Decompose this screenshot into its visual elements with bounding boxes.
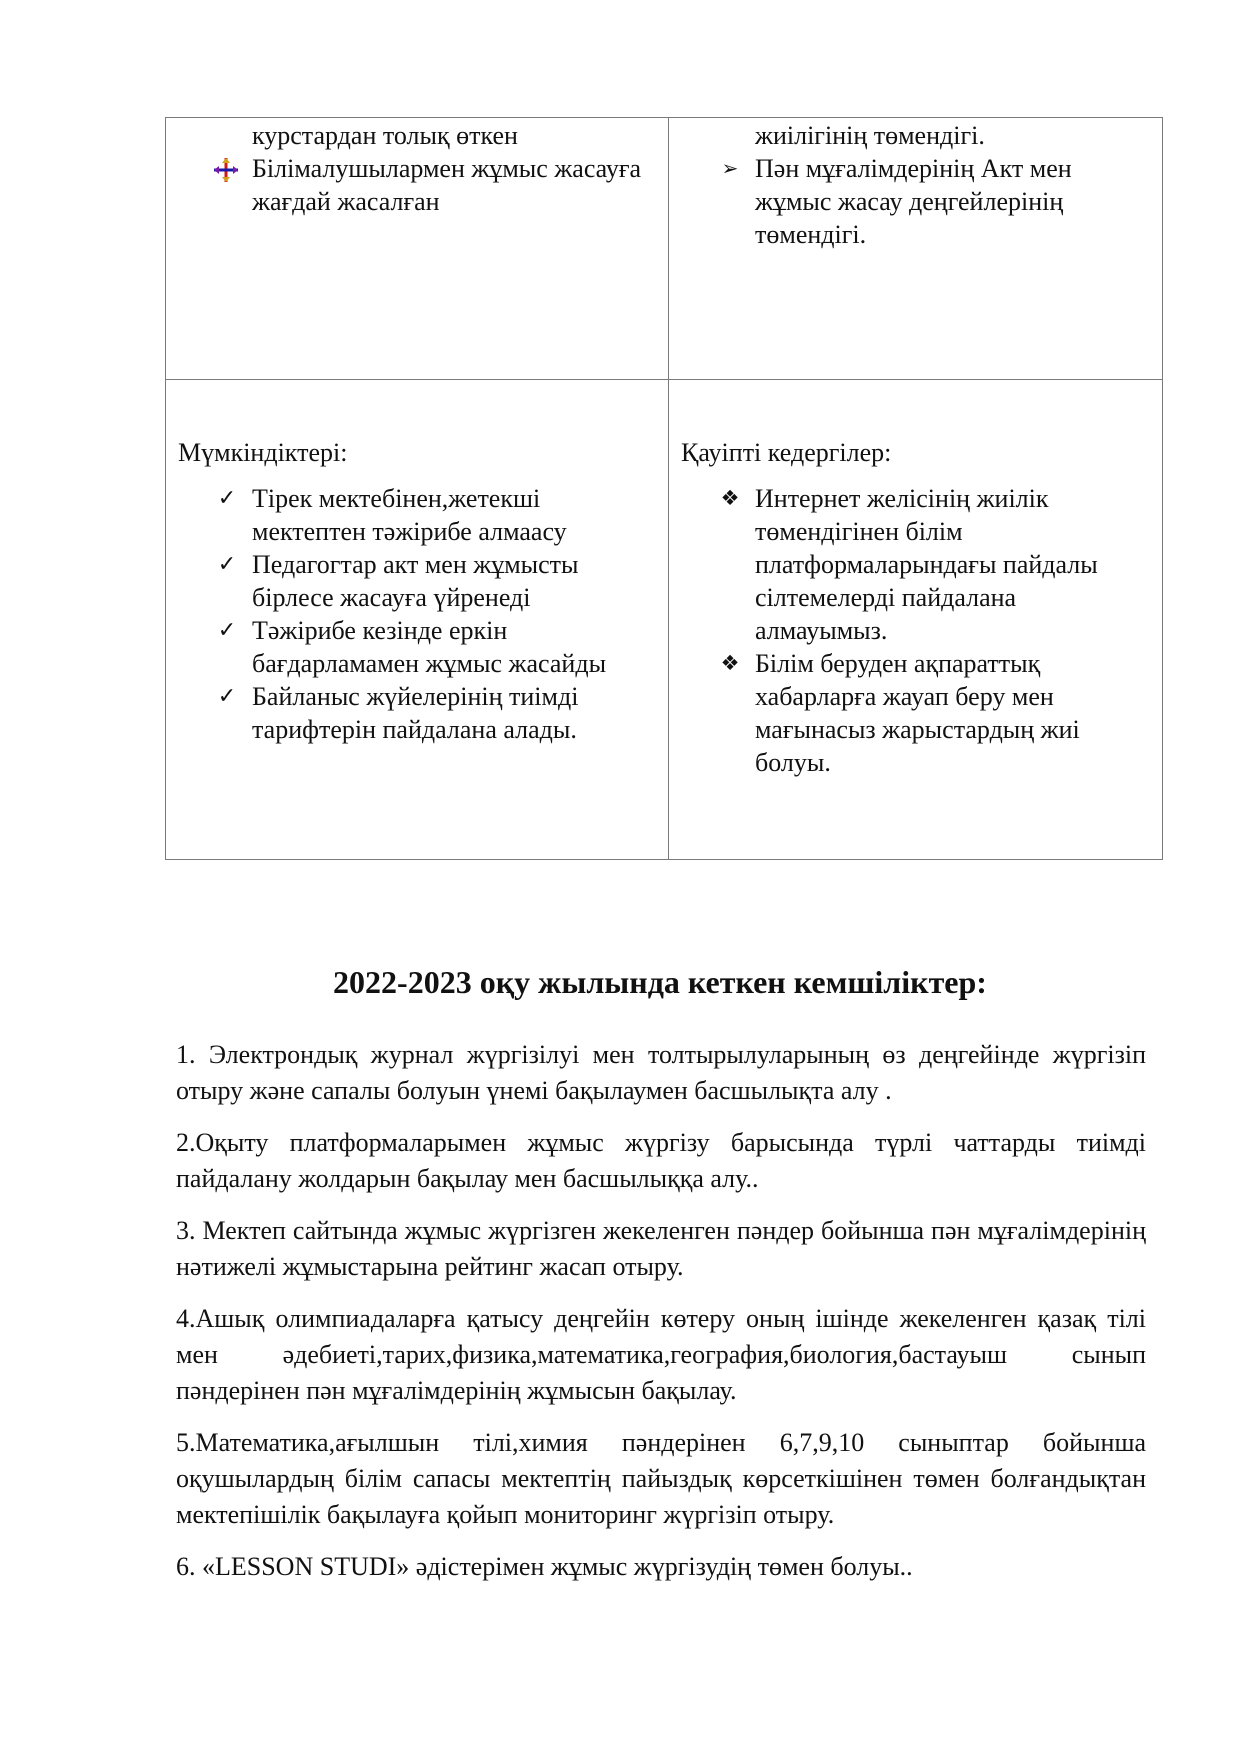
opportunities-list — [166, 482, 668, 746]
arrow-icon: ➢ — [721, 156, 739, 180]
move-icon — [214, 158, 238, 182]
paragraph: 1. Электрондық журнал жүргізілуі мен толтырылуларының өз деңгейінде жүргізіп отыру және сапалы болуын үнемі бақылаумен басшылықта алу . — [176, 1040, 1146, 1105]
list-item — [166, 614, 668, 680]
section-title: 2022-2023 оқу жылында кеткен кемшіліктер: — [333, 964, 987, 1000]
list-item — [669, 647, 1162, 779]
list-item-text: Интернет желісінің жиілік төмендігінен білім платформаларындағы пайдалы сілтемелерді пайдалана алмауымыз. — [755, 484, 1098, 645]
list-item — [166, 548, 668, 614]
swot-row-top — [166, 118, 1163, 380]
paragraph: 3. Мектеп сайтында жұмыс жүргізген жекеленген пәндер бойынша пән мұғалімдерінің нәтижелі жұмыстарына рейтинг жасап отыру. — [176, 1216, 1146, 1281]
list-item — [166, 119, 668, 152]
opportunities-cell — [166, 380, 669, 860]
threats-heading: Қауіпті кедергілер: — [681, 438, 892, 467]
checkmark-icon: ✓ — [217, 552, 237, 577]
list-item-text: Педагогтар акт мен жұмысты бірлесе жасауға үйренеді — [252, 550, 579, 612]
strengths-cell — [166, 118, 669, 380]
list-item — [166, 152, 668, 218]
paragraph: 2.Оқыту платформаларымен жұмыс жүргізу барысында түрлі чаттарды тиімді пайдалану жолдарын бақылау мен басшылыққа алу.. — [176, 1128, 1146, 1193]
list-item — [669, 482, 1162, 647]
checkmark-icon: ✓ — [217, 618, 237, 643]
list-item-text: Тәжірибе кезінде еркін бағдарламамен жұмыс жасайды — [252, 616, 607, 678]
checkmark-icon: ✓ — [217, 486, 237, 511]
paragraph: 5.Математика,ағылшын тілі,химия пәндерінен 6,7,9,10 сыныптар бойынша оқушылардың білім сапасы мектептің пайыздық көрсеткішінен төмен болғандықтан мектепішілік бақылауға қойып мониторинг жүргізіп отыру. — [176, 1428, 1146, 1529]
list-item-text: Білімалушылармен жұмыс жасауға жағдай жасалған — [252, 154, 642, 216]
paragraph: 6. «LESSON STUDI» әдістерімен жұмыс жүргізудің төмен болуы.. — [176, 1552, 913, 1581]
checkmark-icon: ✓ — [217, 684, 237, 709]
swot-row-bottom — [166, 380, 1163, 860]
paragraph: 4.Ашық олимпиадаларға қатысу деңгейін көтеру оның ішінде жекеленген қазақ тілі мен әдебиеті,тарих,физика,математика,география,биология,бастауыш сынып пәндерінен пән мұғалімдерінің жұмысын бақылау. — [176, 1304, 1146, 1405]
diamond-bullet-icon: ❖ — [720, 486, 740, 510]
list-item-text: Білім беруден ақпараттық хабарларға жауап беру мен мағынасыз жарыстардың жиі болуы. — [755, 649, 1080, 777]
threats-list — [669, 482, 1162, 779]
list-item — [669, 119, 1162, 152]
list-item — [166, 482, 668, 548]
list-item — [669, 152, 1162, 251]
swot-table — [165, 117, 1163, 860]
weaknesses-cell — [669, 118, 1163, 380]
opportunities-heading: Мүмкіндіктері: — [178, 438, 348, 467]
list-item-text: Байланыс жүйелерінің тиімді тарифтерін пайдалана алады. — [252, 682, 579, 744]
list-item-text: жиілігінің төмендігі. — [755, 121, 985, 150]
threats-cell — [669, 380, 1163, 860]
diamond-bullet-icon: ❖ — [720, 651, 740, 675]
list-item-text: Тірек мектебінен,жетекші мектептен тәжірибе алмаасу — [252, 484, 567, 546]
list-item — [166, 680, 668, 746]
strengths-list — [166, 119, 668, 218]
shortcomings-list — [176, 1037, 1146, 1601]
list-item-text: Пән мұғалімдерінің Акт мен жұмыс жасау деңгейлерінің төмендігі. — [755, 154, 1072, 249]
weaknesses-list — [669, 119, 1162, 251]
list-item-text: курстардан толық өткен — [252, 121, 518, 150]
